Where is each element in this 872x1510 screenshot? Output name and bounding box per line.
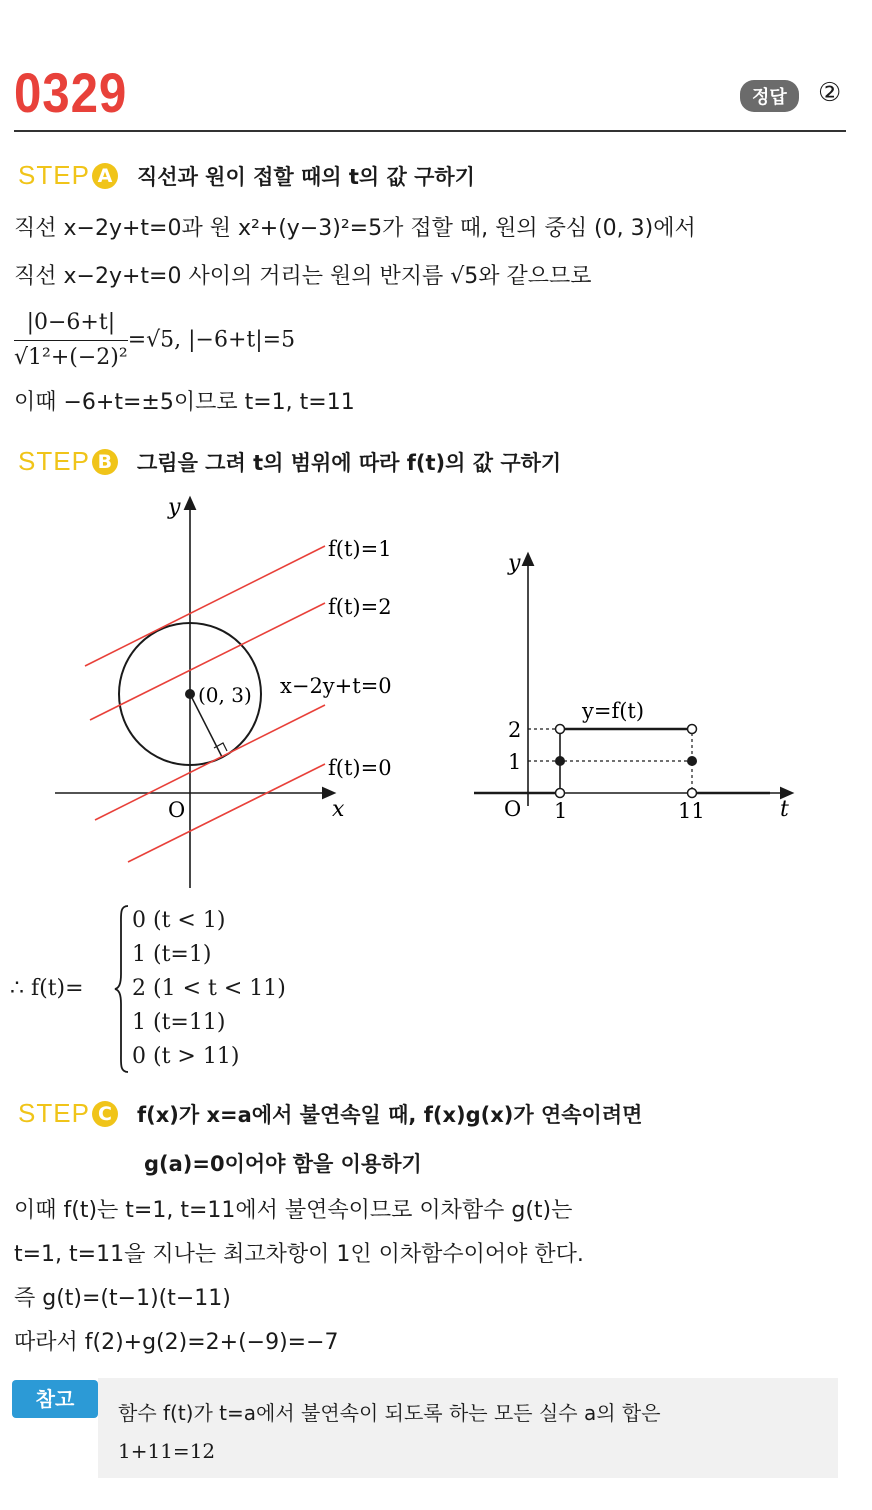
answer-badge: 정답 xyxy=(740,80,799,112)
center-label: (0, 3) xyxy=(198,683,252,707)
label-f2: f(t)=2 xyxy=(328,595,392,619)
distance-fraction xyxy=(14,308,128,373)
open-point-11-2 xyxy=(688,725,697,734)
piecewise-cases xyxy=(132,904,286,1074)
step-a-label: STEP xyxy=(18,160,90,190)
note-line1: 함수 f(t)가 t=a에서 불연속이 되도록 하는 모든 실수 a의 합은 xyxy=(118,1401,661,1425)
step-c-line4: 따라서 f(2)+g(2)=2+(−9)=−7 xyxy=(14,1330,339,1355)
case-1: 0 (t < 1) xyxy=(132,908,226,933)
tick-t11: 11 xyxy=(678,799,705,823)
ft-graph-figure xyxy=(470,540,800,840)
step-c-heading xyxy=(18,1098,642,1129)
open-point-1-0 xyxy=(556,789,565,798)
fraction-rest: =√5, |−6+t|=5 xyxy=(127,327,296,353)
step-a-letter: A xyxy=(92,163,118,189)
step-c-line2: t=1, t=11을 지나는 최고차항이 1인 이차함수이어야 한다. xyxy=(14,1242,584,1267)
step-b-heading xyxy=(18,446,561,477)
step-c-label: STEP xyxy=(18,1098,90,1128)
piecewise-prefix: ∴ f(t)= xyxy=(10,976,84,1001)
problem-number: 0329 xyxy=(14,61,128,124)
graph-origin-label: O xyxy=(504,797,522,821)
label-line-equation: x−2y+t=0 xyxy=(280,674,392,698)
note-line2: 1+11=12 xyxy=(118,1439,216,1463)
graph-function-label: y=f(t) xyxy=(582,699,645,723)
line-tangent-lower xyxy=(95,705,325,820)
step-a-distance-eq xyxy=(14,308,295,373)
step-a-line1: 직선 x−2y+t=0과 원 x²+(y−3)²=5가 접할 때, 원의 중심 (0, 3)에서 xyxy=(14,216,696,241)
closed-point-11-1 xyxy=(687,756,697,766)
y-axis-label: y xyxy=(168,495,181,520)
tick-y1: 1 xyxy=(508,750,522,774)
fraction-numerator: |0−6+t| xyxy=(14,308,128,341)
step-b-title: 그림을 그려 t의 범위에 따라 f(t)의 값 구하기 xyxy=(137,451,562,475)
note-tag: 참고 xyxy=(12,1380,98,1418)
case-4: 1 (t=11) xyxy=(132,1010,226,1035)
step-c-title-1: f(x)가 x=a에서 불연속일 때, f(x)g(x)가 연속이려면 xyxy=(137,1103,643,1127)
step-b-letter: B xyxy=(92,449,118,475)
step-b-label: STEP xyxy=(18,446,90,476)
case-2: 1 (t=1) xyxy=(132,942,212,967)
x-axis-label: x xyxy=(332,797,345,822)
open-point-1-2 xyxy=(556,725,565,734)
step-c-line1: 이때 f(t)는 t=1, t=11에서 불연속이므로 이차함수 g(t)는 xyxy=(14,1198,573,1223)
header-divider xyxy=(14,130,846,132)
step-c-line3: 즉 g(t)=(t−1)(t−11) xyxy=(14,1286,231,1311)
step-a-heading xyxy=(18,160,475,191)
fraction-denominator: √1²+(−2)² xyxy=(14,345,128,370)
closed-point-1-1 xyxy=(555,756,565,766)
open-point-11-0 xyxy=(688,789,697,798)
case-5: 0 (t > 11) xyxy=(132,1044,240,1069)
piecewise-brace xyxy=(114,904,130,1074)
line-f1 xyxy=(85,546,325,666)
answer-value: ② xyxy=(818,78,842,108)
origin-label: O xyxy=(168,798,186,822)
label-f1: f(t)=1 xyxy=(328,537,392,561)
step-c-letter: C xyxy=(92,1101,118,1127)
circle-lines-figure xyxy=(0,490,460,900)
line-f0 xyxy=(128,764,325,862)
tick-y2: 2 xyxy=(508,718,522,742)
tick-t1: 1 xyxy=(554,799,568,823)
step-a-line2: 직선 x−2y+t=0 사이의 거리는 원의 반지름 √5와 같으므로 xyxy=(14,264,592,289)
graph-y-label: y xyxy=(508,551,521,576)
case-3: 2 (1 < t < 11) xyxy=(132,976,286,1001)
step-a-line4: 이때 −6+t=±5이므로 t=1, t=11 xyxy=(14,390,355,415)
step-a-title: 직선과 원이 접할 때의 t의 값 구하기 xyxy=(137,165,475,189)
label-f0: f(t)=0 xyxy=(328,756,392,780)
step-c-title-2: g(a)=0이어야 함을 이용하기 xyxy=(144,1152,422,1176)
graph-t-label: t xyxy=(780,797,789,822)
